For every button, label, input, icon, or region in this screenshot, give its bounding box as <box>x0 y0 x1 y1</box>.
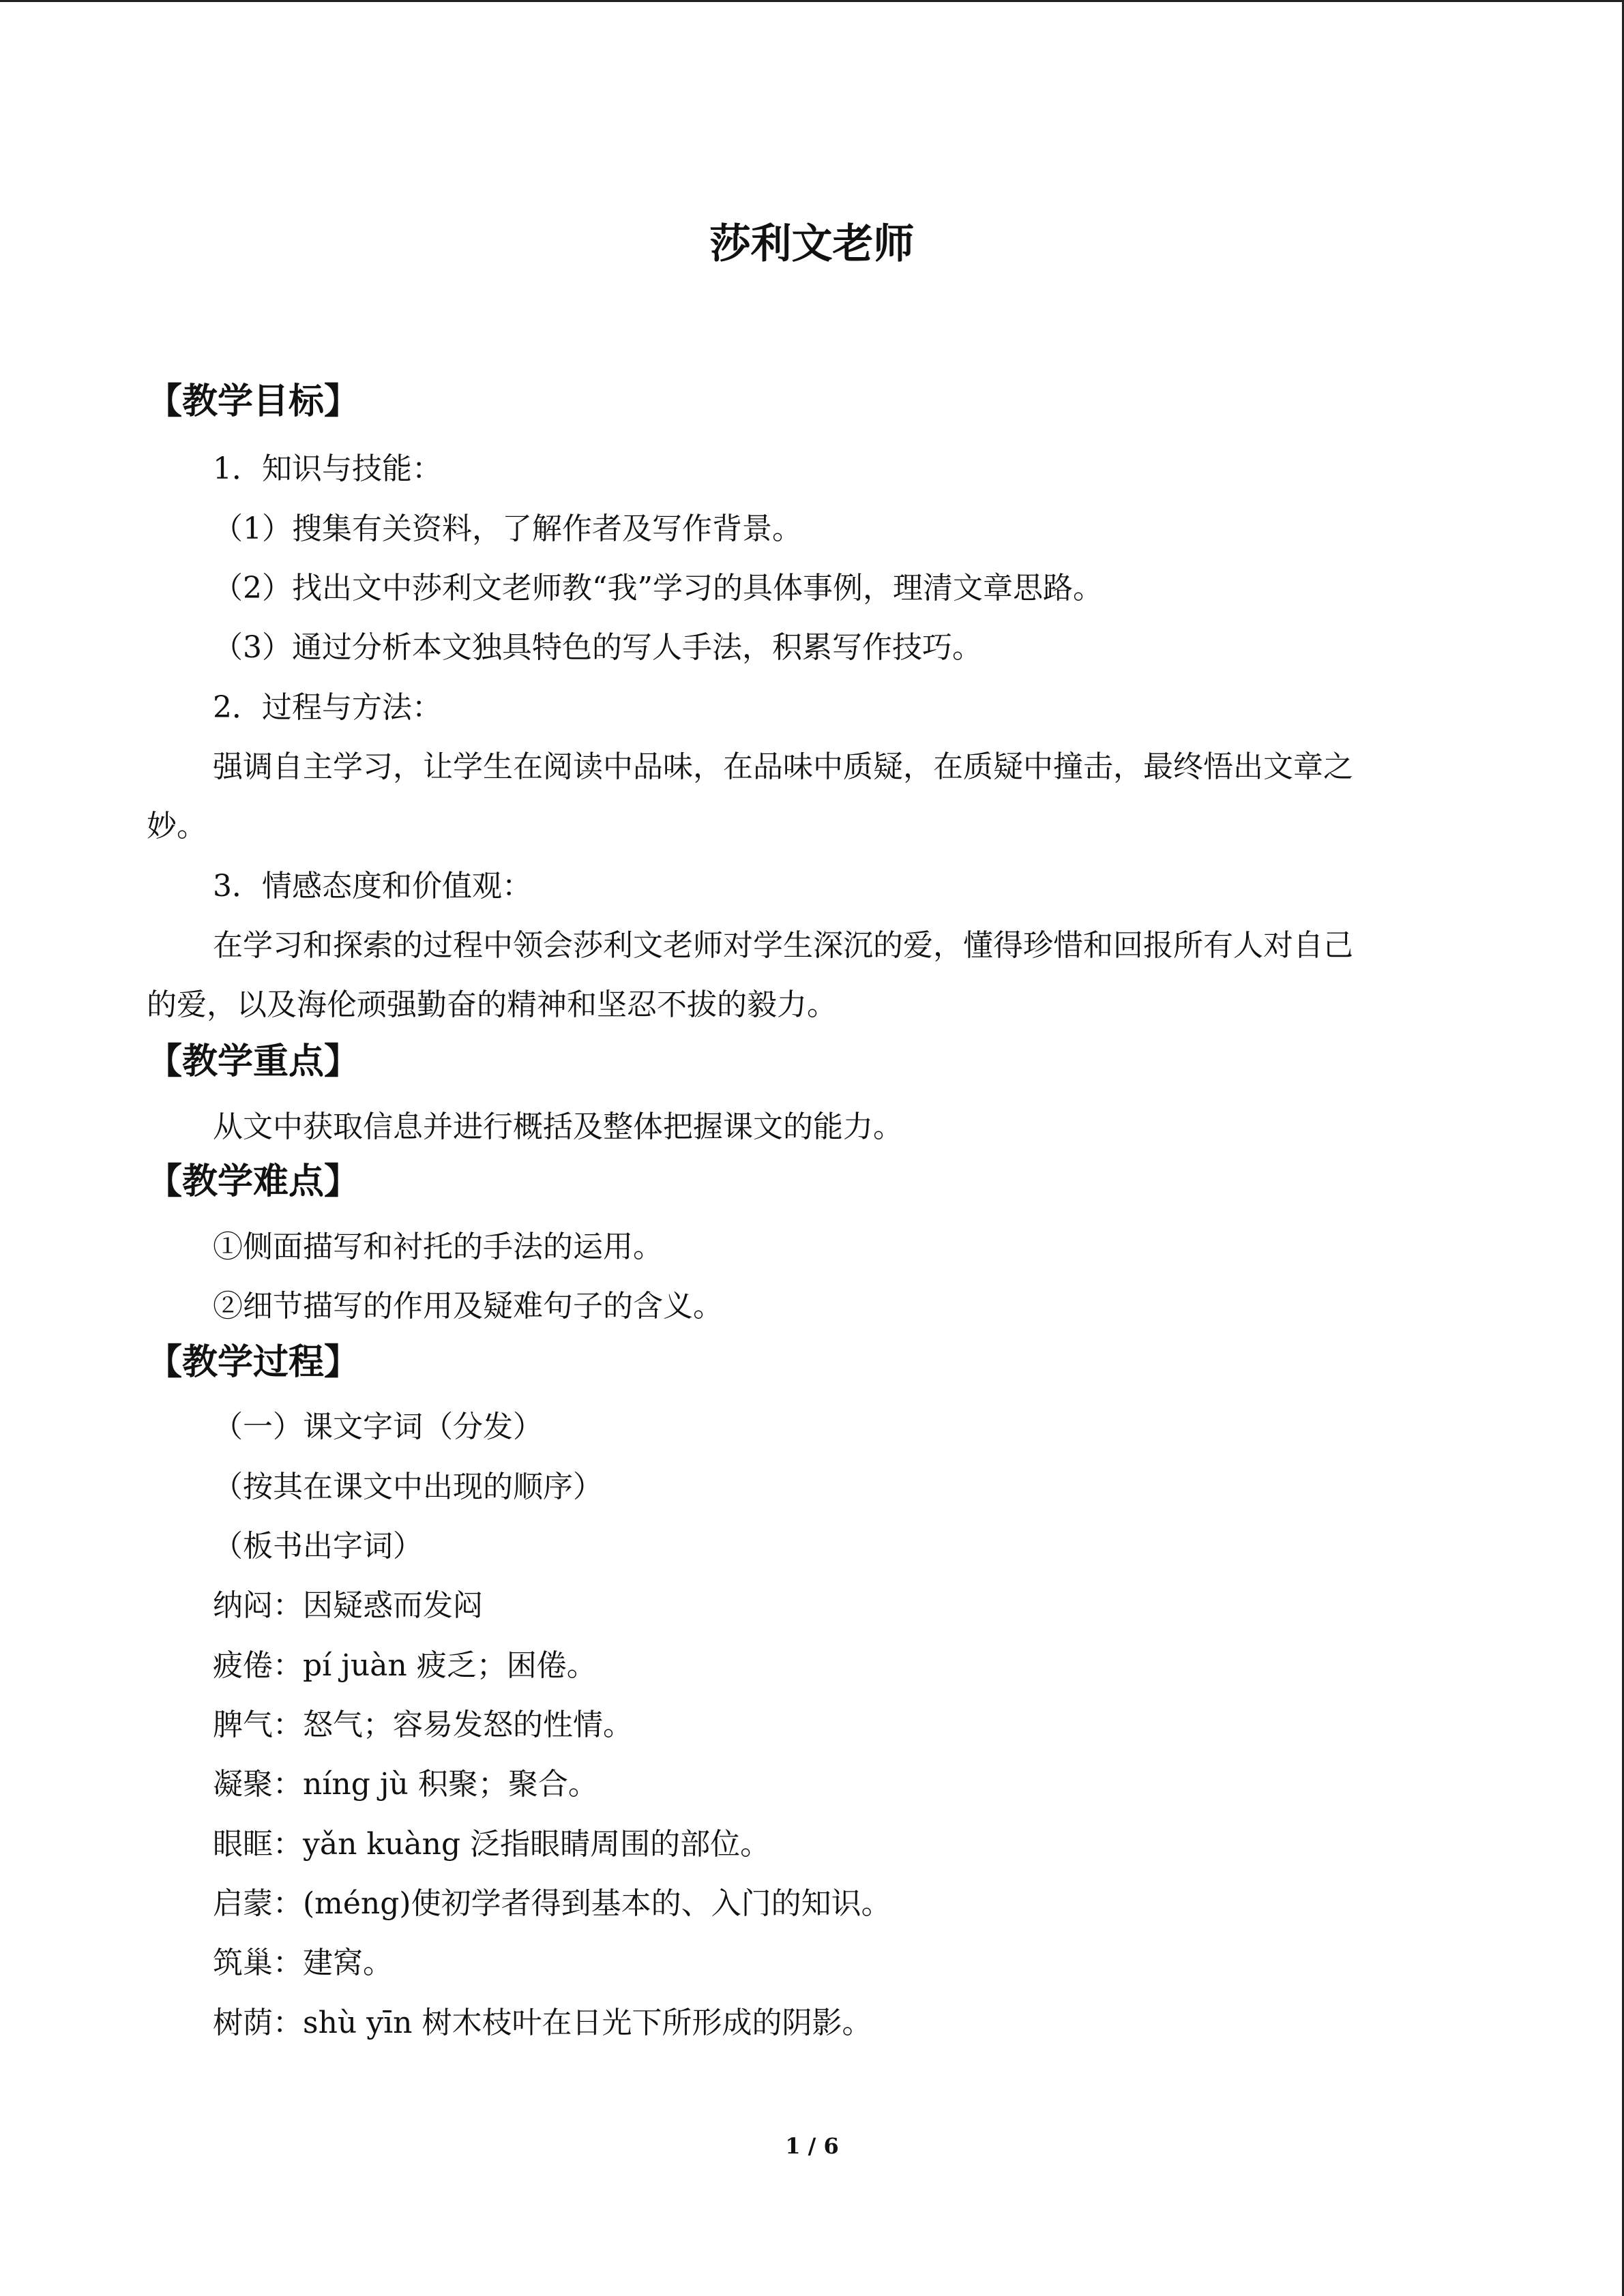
vocab-line: 启蒙：(méng)使初学者得到基本的、入门的知识。 <box>213 1886 891 1921</box>
vocab-line: 脾气：怒气；容易发怒的性情。 <box>213 1708 633 1742</box>
objective-line: 3．情感态度和价值观： <box>213 869 532 904</box>
section-heading-key-points: 【教学重点】 <box>147 1041 360 1082</box>
process-line: （按其在课文中出现的顺序） <box>213 1470 603 1504</box>
objective-line: （3）通过分析本文独具特色的写人手法，积累写作技巧。 <box>213 630 982 665</box>
objective-line: 强调自主学习，让学生在阅读中品味，在品味中质疑，在质疑中撞击，最终悟出文章之 <box>213 749 1353 784</box>
key-point-line: 从文中获取信息并进行概括及整体把握课文的能力。 <box>213 1109 903 1144</box>
section-heading-objectives: 【教学目标】 <box>147 381 360 422</box>
objective-line: 在学习和探索的过程中领会莎利文老师对学生深沉的爱，懂得珍惜和回报所有人对自己 <box>213 928 1353 963</box>
vocab-line: 凝聚：níng jù 积聚；聚合。 <box>213 1767 598 1802</box>
objective-line: 的爱，以及海伦顽强勤奋的精神和坚忍不拔的毅力。 <box>147 987 837 1022</box>
objective-line: （1）搜集有关资料，了解作者及写作背景。 <box>213 511 802 546</box>
top-border <box>0 0 1624 2</box>
section-heading-process: 【教学过程】 <box>147 1341 360 1383</box>
page-number: 1 / 6 <box>785 2133 839 2159</box>
process-line: （一）课文字词（分发） <box>213 1410 543 1444</box>
objective-line: 2．过程与方法： <box>213 690 442 725</box>
objective-line: 妙。 <box>147 809 207 844</box>
vocab-line: 疲倦：pí juàn 疲乏；困倦。 <box>213 1648 597 1683</box>
vocab-line: 纳闷：因疑惑而发闷 <box>213 1588 483 1623</box>
process-line: （板书出字词） <box>213 1529 423 1564</box>
objective-line: （2）找出文中莎利文老师教“我”学习的具体事例，理清文章思路。 <box>213 571 1103 606</box>
vocab-line: 筑巢：建窝。 <box>213 1945 393 1980</box>
difficulty-line: ②细节描写的作用及疑难句子的含义。 <box>213 1289 723 1324</box>
page-title: 莎利文老师 <box>709 220 915 268</box>
difficulty-line: ①侧面描写和衬托的手法的运用。 <box>213 1229 663 1264</box>
section-heading-difficulties: 【教学难点】 <box>147 1161 360 1202</box>
vocab-line: 眼眶：yǎn kuàng 泛指眼睛周围的部位。 <box>213 1827 771 1862</box>
vocab-line: 树荫：shù yīn 树木枝叶在日光下所形成的阴影。 <box>213 2006 872 2040</box>
objective-line: 1．知识与技能： <box>213 451 442 486</box>
